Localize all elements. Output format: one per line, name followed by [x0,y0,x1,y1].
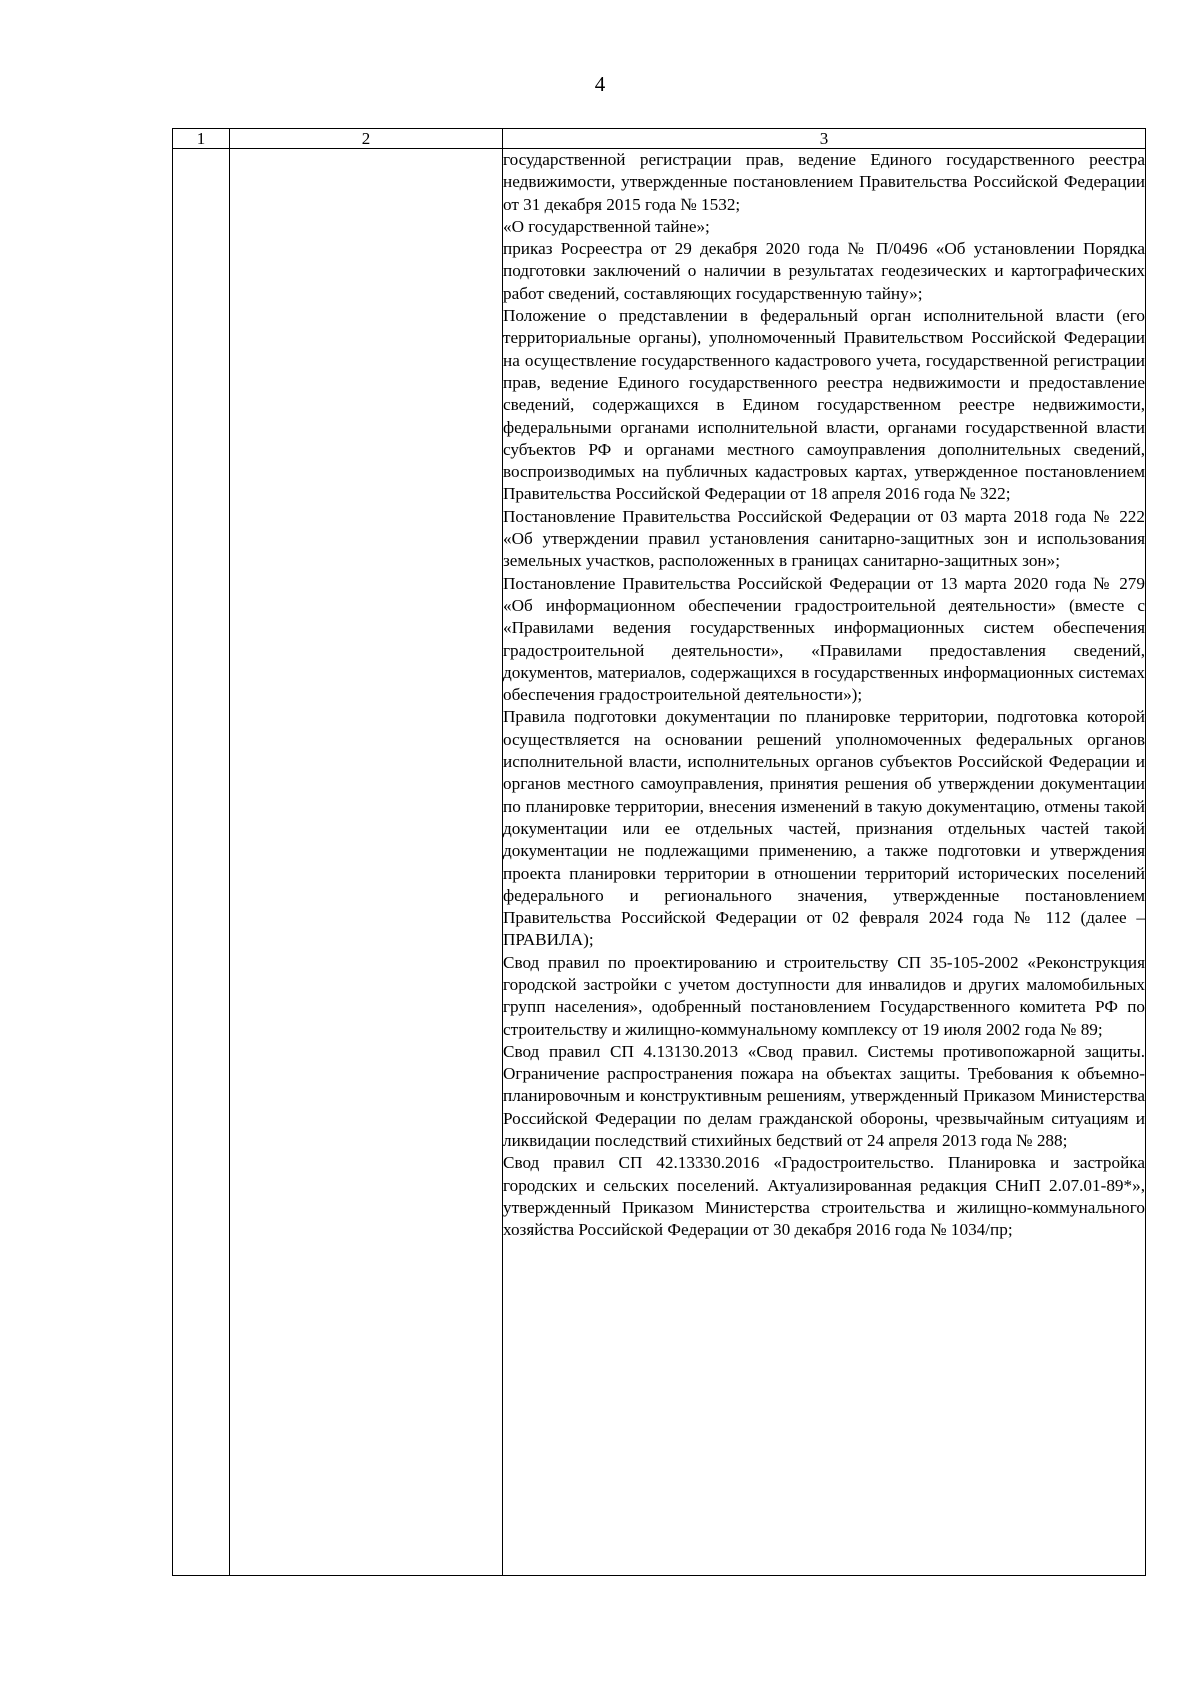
table-header-row [173,129,1146,149]
table-row [173,149,1146,1576]
column-header-2: 2 [230,129,503,149]
paragraph-registration-rules: государственной регистрации прав, ведение Единого государственного реестра недвижимости, утвержденные постановлением Правительства Российской Федерации от 31 декабря 2015 года № 1532; [503,150,1145,214]
paragraph-state-secret-law: «О государственной тайне»; [503,216,710,236]
document-table [172,128,1146,1576]
column-3-cell [503,149,1146,1576]
column-header-1: 1 [173,129,230,149]
paragraph-cadastral-maps-regulation: Положение о представлении в федеральный орган исполнительной власти (его территориальные органы), уполномоченный Правительством Российской Федерации на осуществление государственного кадастрового учета, государственной регистрации прав, ведение Единого государственного реестра недвижимости и предоставление сведений, содержащихся в Едином государственном реестре недвижимости, федеральными органами исполнительной власти, органами государственной власти субъектов РФ и органами местного самоуправления дополнительных сведений, воспроизводимых на публичных кадастровых картах, утвержденное постановлением Правительства Российской Федерации от 18 апреля 2016 года № 322; [503,306,1145,504]
column-header-3: 3 [503,129,1146,149]
paragraph-sp-42-13330-2016: Свод правил СП 42.13330.2016 «Градостроительство. Планировка и застройка городских и сельских поселений. Актуализированная редакция СНиП 2.07.01-89*», утвержденный Приказом Министерства строительства и жилищно-коммунального хозяйства Российской Федерации от 30 декабря 2016 года № 1034/пр; [503,1153,1145,1240]
paragraph-sp-35-105-2002: Свод правил по проектированию и строительству СП 35-105-2002 «Реконструкция городской застройки с учетом доступности для инвалидов и других маломобильных групп населения», одобренный постановлением Государственного комитета РФ по строительству и жилищно-коммунальному комплексу от 19 июля 2002 года № 89; [503,952,1145,1039]
column-2-cell [230,149,503,1576]
column-1-cell [173,149,230,1576]
paragraph-sp-4-13130-2013: Свод правил СП 4.13130.2013 «Свод правил. Системы противопожарной защиты. Ограничение распространения пожара на объектах защиты. Требования к объемно-планировочным и конструктивным решениям, утвержденный Приказом Министерства Российской Федерации по делам гражданской обороны, чрезвычайным ситуациям и ликвидации последствий стихийных бедствий от 24 апреля 2013 года № 288; [503,1041,1145,1151]
paragraph-planning-documentation-rules: Правила подготовки документации по планировке территории, подготовка которой осуществляется на основании решений уполномоченных федеральных органов исполнительной власти, исполнительных органов субъектов Российской Федерации и органов местного самоуправления, принятия решения об утверждении документации по планировке территории, внесения изменений в такую документацию, отмены такой документации или ее отдельных частей, признания отдельных частей такой документации не подлежащими применению, а также подготовки и утверждения проекта планировки территории в отношении территорий исторических поселений федерального и регионального значения, утвержденные постановлением Правительства Российской Федерации от 02 февраля 2024 года № 112 (далее – ПРАВИЛА); [503,707,1145,950]
paragraph-urban-planning-info-decree: Постановление Правительства Российской Федерации от 13 марта 2020 года № 279 «Об информационном обеспечении градостроительной деятельности» (вместе с «Правилами ведения государственных информационных систем обеспечения градостроительной деятельности», «Правилами предоставления сведений, документов, материалов, содержащихся в государственных информационных системах обеспечения градостроительной деятельности»); [503,573,1145,705]
paragraph-sanitary-zones-decree: Постановление Правительства Российской Федерации от 03 марта 2018 года № 222 «Об утверждении правил установления санитарно-защитных зон и использования земельных участков, расположенных в границах санитарно-защитных зон»; [503,506,1145,571]
page-number: 4 [594,72,606,96]
paragraph-rosreestr-order: приказ Росреестра от 29 декабря 2020 года № П/0496 «Об установлении Порядка подготовки заключений о наличии в результатах геодезических и картографических работ сведений, составляющих государственную тайну»; [503,239,1145,303]
